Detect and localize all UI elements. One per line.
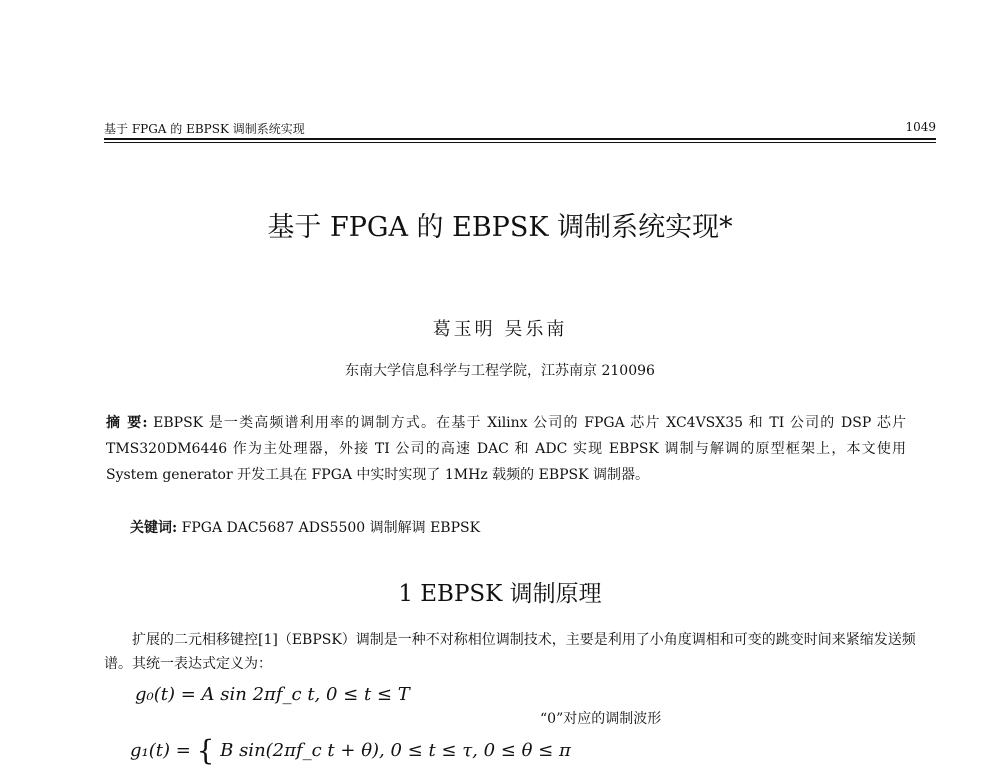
abstract-label: 摘 要: [106, 415, 148, 431]
keywords-label: 关键词: [130, 520, 178, 536]
page-number: 1049 [905, 120, 936, 134]
paper-title: 基于 FPGA 的 EBPSK 调制系统实现* [267, 212, 733, 243]
brace-glyph: { [196, 734, 215, 767]
affiliation: 东南大学信息科学与工程学院，江苏南京 210096 [345, 363, 655, 379]
equation-g1-case1: B sin(2πf_c t + θ), 0 ≤ t ≤ τ, 0 ≤ θ ≤ π [220, 740, 571, 761]
abstract [106, 410, 906, 488]
section-heading: 1 EBPSK 调制原理 [398, 581, 602, 607]
running-header [104, 120, 936, 142]
header-rule [104, 138, 936, 140]
keywords-text: FPGA DAC5687 ADS5500 调制解调 EBPSK [181, 520, 481, 536]
equation-g0-note: “0”对应的调制波形 [540, 711, 662, 727]
body-paragraph: 扩展的二元相移键控[1]（EBPSK）调制是一种不对称相位调制技术，主要是利用了小角度调相和可变的跳变时间来紧缩发送频谱。其统一表达式定义为： [104, 632, 916, 672]
abstract-text: EBPSK 是一类高频谱利用率的调制方式。在基于 Xilinx 公司的 FPGA 芯片 XC4VSX35 和 TI 公司的 DSP 芯片 TMS320DM6446 作为主处理器，外接 TI 公司的高速 DAC 和 ADC 实现 EBPSK 调制与解调的原型框架上，本文使用 System generator 开发工具在 FPGA 中实时实现了 1MHz 载频的 EBPSK 调制器。 [106, 415, 907, 483]
equation-g1-lhs: g₁(t) = [130, 740, 191, 761]
keywords [130, 517, 910, 537]
running-title: 基于 FPGA 的 EBPSK 调制系统实现 [104, 122, 305, 136]
equation-g1 [130, 734, 571, 767]
authors: 葛玉明 吴乐南 [432, 319, 568, 340]
header-rule-thin [104, 142, 936, 143]
equation-g0: g₀(t) = A sin 2πf_c t, 0 ≤ t ≤ T [135, 684, 410, 705]
